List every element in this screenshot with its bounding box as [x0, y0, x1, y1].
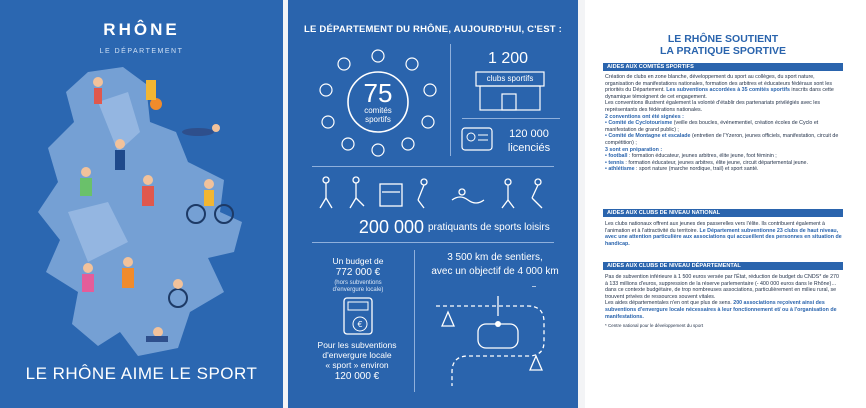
climber-figure: [115, 139, 125, 170]
committees-number: 75: [363, 78, 393, 108]
football-text: : formation éducateur, jeunes arbitres, élite jeune, foot féminin ;: [628, 153, 777, 160]
licences-label: licenciés: [507, 142, 551, 154]
swimmer-figure: [182, 124, 220, 136]
tennis-text: : formation éducateur, jeunes arbitres, élite jeune, circuit départemental jeune.: [625, 159, 808, 166]
partnership-paragraph: Les conventions illustrent également la volonté d'établir des partenariats privilégiés avec les représentants des fédérations nationales.: [605, 100, 821, 113]
leisure-label: pratiquants de sports loisirs: [428, 222, 550, 233]
divider: [312, 242, 554, 243]
national-highlight: Le Département subventionne 23 clubs de haut niveau, avec une attention particulière aux associations qui accueillent des personnes en situation de handicap.: [605, 227, 842, 247]
departmental-paragraph: Pas de subvention inférieure à 1 500 euros versée par l'État, réduction de budget du CNDS* de 270 à 133 millions d'euros, suppression de la réserve parlementaire (- 400 000 euros dans le Rhône)… dans ce contexte budgétaire, de trop nombreuses associations, particulièrement en milieu rural, se trouvent privées de ressources souvent vitales.: [605, 274, 839, 300]
cover-panel: [0, 0, 283, 408]
football-label: • football: [605, 153, 628, 160]
divider: [414, 250, 415, 392]
national-paragraph: Les clubs nationaux offrent aux jeunes des passerelles vers l'élite. Ils contribuent également à l'animation et à l'attractivité du territoire.: [605, 221, 825, 234]
divider: [462, 118, 560, 119]
cyclotourism-label: • Comité de Cyclotourisme: [605, 120, 673, 127]
boxer-figure: [142, 175, 154, 206]
section-national-header: AIDES AUX CLUBS DE NIVEAU NATIONAL: [603, 209, 843, 217]
trails-line-2: avec un objectif de 4 000 km: [431, 266, 559, 277]
budget-note-2: d'envergure locale): [332, 287, 384, 293]
divider: [450, 44, 451, 156]
clubs-number: 1 200: [487, 50, 529, 67]
support-title: [597, 33, 849, 57]
section-departmental-header: AIDES AUX CLUBS DE NIVEAU DÉPARTEMENTAL: [603, 262, 843, 270]
conventions-preparing: 3 sont en préparation :: [605, 146, 663, 153]
subsidies-amount: 120 000 €: [334, 371, 380, 382]
licences-number: 120 000: [509, 128, 549, 140]
department-subtitle: LE DÉPARTEMENT: [99, 48, 184, 55]
committees-paragraph: Création de clubs en zone blanche, développement du sport au collèges, du sport nature, organisation de manifestations nationales, formation des arbitres et éducateurs fédéraux sont les priorités du Département.: [605, 74, 833, 94]
departmental-highlight: 200 associations reçoivent ainsi des subventions d'envergure locale nécessaires à leur fonctionnement et/ ou à l'organisation de manifestations.: [605, 300, 837, 320]
basketball-figure: [146, 80, 162, 110]
section-departmental-text: [605, 274, 843, 330]
budget-note-1: (hors subventions: [334, 280, 382, 286]
runner-figure: [93, 77, 103, 104]
committees-highlight: Les subventions accordées à 35 comités sportifs: [666, 87, 790, 94]
footnote: * Centre national pour le développement du sport: [605, 323, 704, 329]
leisure-number: 200 000: [358, 217, 424, 237]
committees-paragraph-end: inscrits dans cette dynamique témoignent de cet engagement.: [605, 87, 834, 100]
trails-line-1: 3 500 km de sentiers,: [447, 252, 543, 263]
section-national-text: [605, 221, 843, 247]
divider: [312, 166, 554, 167]
section-committees-text: [605, 74, 843, 173]
section-committees-header: AIDES AUX COMITÉS SPORTIFS: [603, 63, 843, 71]
leisure-sports-icons: [312, 172, 554, 212]
rhone-map-illustration: [28, 62, 250, 362]
subsidies-line-2: d'envergure locale: [322, 350, 392, 360]
support-panel: [585, 0, 866, 408]
hiker-figure: [122, 257, 134, 288]
committees-label-1: comités: [364, 106, 392, 115]
conventions-signed: 2 conventions ont été signées :: [605, 113, 684, 120]
euro-calculator-icon: [338, 296, 378, 336]
cover-title: LE RHÔNE AIME LE SPORT: [25, 364, 258, 383]
support-title-line-1: LE RHÔNE SOUTIENT: [667, 33, 779, 45]
athletics-text: : sport nature (marche nordique, trail) et sport santé.: [636, 166, 759, 173]
figures-panel: [288, 0, 578, 408]
soccer-figure: [80, 167, 92, 196]
cyclotourism-text: (veille des boucles, événementiel, création écoles de Cyclo et manifestation de grand public) ;: [605, 120, 819, 133]
mountain-text: (entretien de l'Yzeron, jeunes officiels, manifestation, circuit de compétition) ;: [605, 133, 839, 146]
skater-figure: [82, 263, 94, 292]
clubs-label: clubs sportifs: [486, 74, 534, 83]
tennis-label: • tennis: [605, 159, 624, 166]
athletics-label: • athlétisme: [605, 166, 635, 173]
licence-card-icon: [460, 126, 494, 152]
rhone-logo: RHÔNE: [103, 20, 180, 39]
support-title-line-2: LA PRATIQUE SPORTIVE: [659, 45, 786, 57]
departmental-paragraph-2: Les aides départementales n'en ont que plus de sens.: [605, 300, 732, 307]
budget-line-1: Un budget de: [332, 256, 384, 266]
trail-map-icon: [428, 286, 558, 390]
committees-label-2: sportifs: [365, 115, 391, 124]
mountain-label: • Comité de Montagne et escalade: [605, 133, 691, 140]
svg-text:€: €: [357, 320, 363, 329]
budget-amount: 772 000 €: [335, 267, 381, 278]
subsidies-line-3: « sport » environ: [325, 360, 389, 370]
figures-header: LE DÉPARTEMENT DU RHÔNE, AUJOURD'HUI, C'EST :: [304, 24, 562, 35]
subsidies-line-1: Pour les subventions: [317, 340, 397, 350]
